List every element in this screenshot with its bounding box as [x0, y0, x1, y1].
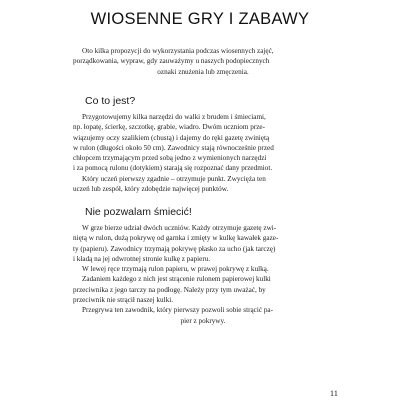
- text-line: pier z pokrywy.: [180, 316, 226, 325]
- text-line: Który uczeń pierwszy zgadnie – otrzymuje punkt. Zwycięża ten: [82, 174, 266, 183]
- text-line: W lewej ręce trzymają rulon papieru, w prawej pokrywę z kulką.: [82, 265, 269, 274]
- text-line: W grze bierze udział dwóch uczniów. Każdy otrzymuje gazetę zwi-: [82, 224, 277, 232]
- text-line: przeciwnika z jego tarczy na podłogę. Należy przy tym uważać, by: [73, 285, 266, 294]
- text-line: i za pomocą rulonu (dotykiem) starają się rozpoznać dany przedmiot.: [73, 164, 273, 173]
- section-nie-pozwalam-smiecic-text: [73, 223, 333, 326]
- text-line: porządkowania, wypraw, gdy zauważymy u naszych podopiecznych: [73, 57, 270, 66]
- text-line: Przygotowujemy kilka narzędzi do walki z brudem i śmieciami,: [82, 113, 266, 121]
- text-line: Przegrywa ten zawodnik, który pierwszy pozwoli sobie strącić pa-: [82, 306, 274, 315]
- section-heading-nie-pozwalam-smiecic: Nie pozwalam śmiecić!: [85, 206, 192, 218]
- intro-paragraph: [73, 46, 333, 77]
- section-heading-co-to-jest: Co to jest?: [85, 95, 136, 107]
- section-co-to-jest-text: [73, 112, 333, 194]
- text-line: Oto kilka propozycji do wykorzystania podczas wiosennych zajęć,: [82, 47, 274, 55]
- text-line: Zadaniem każdego z nich jest strącenie rulonem papierowej kulki: [82, 275, 271, 284]
- text-line: np. łopatę, ścierkę, szczotkę, grabie, wiadro. Dwóm uczniom prze-: [73, 123, 265, 132]
- text-line: oznaki znużenia lub zmęczenia.: [157, 67, 249, 76]
- text-line: chłopcem trzymającym przed sobą jedno z wymienionych narzędzi: [73, 154, 267, 163]
- text-line: wiązujemy oczy szalikiem (chustą) i dajemy do ręki gazetę zwiniętą: [73, 133, 270, 142]
- text-line: i kładą na jej odwrotnej stronie kulkę z papieru.: [73, 254, 211, 263]
- page-number: 11: [329, 388, 338, 398]
- text-line: ty (papieru). Zawodnicy trzymają pokrywę płasko za ucho (jak tarczę): [73, 244, 276, 253]
- page-title: WIOSENNE GRY I ZABAWY: [90, 10, 310, 28]
- text-line: w rulon (długości około 50 cm). Zawodnicy stają równocześnie przed: [73, 143, 274, 152]
- text-line: uczeń lub zespół, który zdobędzie najwięcej punktów.: [73, 185, 229, 194]
- text-line: niętą w rulon, dużą pokrywę od garnka i zmięty w kulkę kawałek gaze-: [73, 234, 279, 243]
- text-line: przeciwnik nie strącił naszej kulki.: [73, 296, 173, 305]
